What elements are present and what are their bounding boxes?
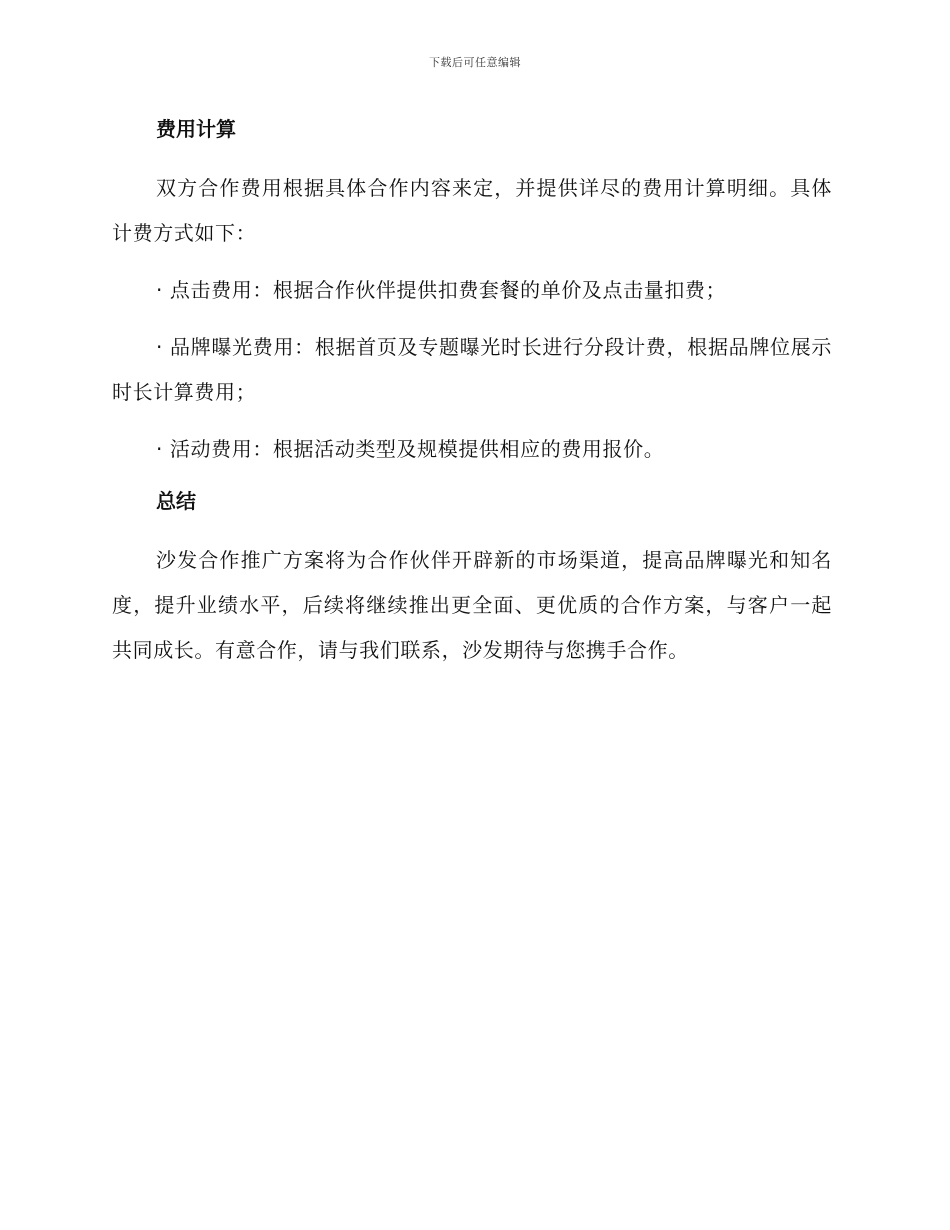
document-body — [112, 112, 832, 685]
fee-intro-paragraph: 双方合作费用根据具体合作内容来定，并提供详尽的费用计算明细。具体计费方式如下： — [112, 176, 832, 245]
summary-paragraph: 沙发合作推广方案将为合作伙伴开辟新的市场渠道，提高品牌曝光和知名度，提升业绩水平，后续将继续推出更全面、更优质的合作方案，与客户一起共同成长。有意合作，请与我们联系，沙发期待与您携手合作。 — [112, 548, 832, 662]
section-heading-fee-calculation: 费用计算 — [156, 117, 236, 141]
fee-item-brand-exposure: · 品牌曝光费用：根据首页及专题曝光时长进行分段计费，根据品牌位展示时长计算费用； — [112, 335, 832, 404]
fee-item-click: · 点击费用：根据合作伙伴提供扣费套餐的单价及点击量扣费； — [156, 278, 727, 302]
fee-item-activity: · 活动费用：根据活动类型及规模提供相应的费用报价。 — [156, 437, 665, 461]
page-header-note: 下载后可任意编辑 — [429, 56, 521, 69]
section-heading-summary: 总结 — [156, 489, 196, 513]
